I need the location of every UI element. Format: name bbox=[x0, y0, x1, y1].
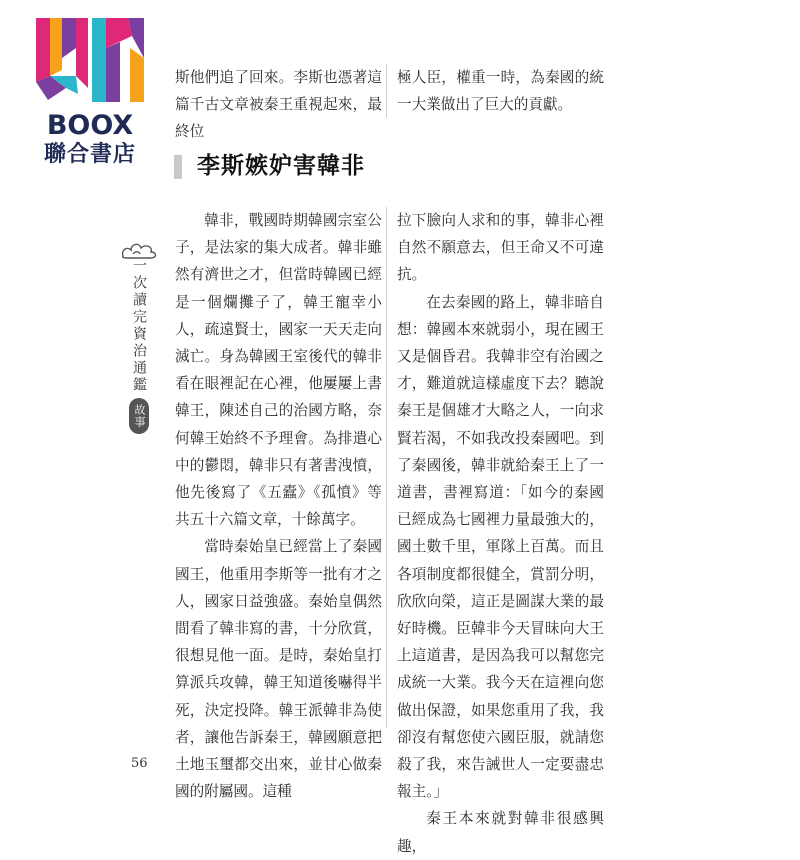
un-logo-mark bbox=[36, 18, 144, 102]
story-seal-badge: 故事 bbox=[129, 398, 149, 434]
logo-boox-text: BOOX bbox=[46, 110, 134, 141]
paragraph: 秦王本來就對韓非很感興趣， bbox=[397, 810, 604, 855]
section-heading: 李斯嫉妒害韓非 bbox=[197, 152, 365, 179]
top-left-paragraph: 斯他們追了回來。李斯也憑著這篇千古文章被秦王重視起來，最終位 bbox=[175, 69, 382, 141]
main-text-left bbox=[175, 207, 382, 801]
top-text-left bbox=[175, 64, 382, 141]
page-number: 56 bbox=[131, 756, 148, 771]
top-right-paragraph: 極人臣，權重一時，為秦國的統一大業做出了巨大的貢獻。 bbox=[397, 69, 604, 114]
column-divider-main bbox=[386, 207, 387, 728]
logo-store-name: 聯合書店 bbox=[43, 142, 136, 167]
paragraph: 當時秦始皇已經當上了秦國國王，他重用李斯等一批有才之人，國家日益強盛。秦始皇偶然間看了韓非寫的書，十分欣賞，很想見他一面。是時，秦始皇打算派兵攻韓，韓王知道後嚇得半死，決定投降。韓王派韓非為使者，讓他告訴秦王，韓國願意把土地玉璽都交出來，並甘心做秦國的附屬國。這種 bbox=[175, 538, 382, 801]
book-series-title: 一次讀完資治通鑑 bbox=[131, 258, 147, 394]
top-text-right bbox=[397, 64, 604, 120]
paragraph: 拉下臉向人求和的事，韓非心裡自然不願意去，但王命又不可違抗。 bbox=[397, 212, 604, 284]
paragraph: 韓非，戰國時期韓國宗室公子，是法家的集大成者。韓非雖然有濟世之才，但當時韓國已經是一個爛攤子了，韓王寵幸小人，疏遠賢士，國家一天天走向滅亡。身為韓國王室後代的韓非看在眼裡記在心裡，他屢屢上書韓王，陳述自己的治國方略，奈何韓王始終不予理會。為排遣心中的鬱悶，韓非只有著書洩憤，他先後寫了《五蠹》《孤憤》等共五十六篇文章，十餘萬字。 bbox=[175, 212, 382, 529]
main-text-right bbox=[397, 207, 604, 855]
paragraph: 在去秦國的路上，韓非暗自想：韓國本來就弱小，現在國王又是個昏君。我韓非空有治國之才，難道就這樣虛度下去？聽說秦王是個雄才大略之人，一向求賢若渴，不如我改投秦國吧。到了秦國後，韓非就給秦王上了一道書，書裡寫道：「如今的秦國已經成為七國裡力量最強大的，國土數千里，軍隊上百萬。而且各項制度都很健全，賞罰分明，欣欣向榮，這正是圖謀大業的最好時機。臣韓非今天冒昧向大王上這道書，是因為我可以幫您完成統一大業。我今天在這裡向您做出保證，如果您重用了我，我卻沒有幫您使六國臣服，就請您殺了我，來告誡世人一定要盡忠報主。」 bbox=[397, 293, 604, 801]
heading-marker bbox=[174, 155, 182, 179]
unboox-logo bbox=[36, 18, 144, 168]
column-divider-top bbox=[386, 64, 387, 118]
